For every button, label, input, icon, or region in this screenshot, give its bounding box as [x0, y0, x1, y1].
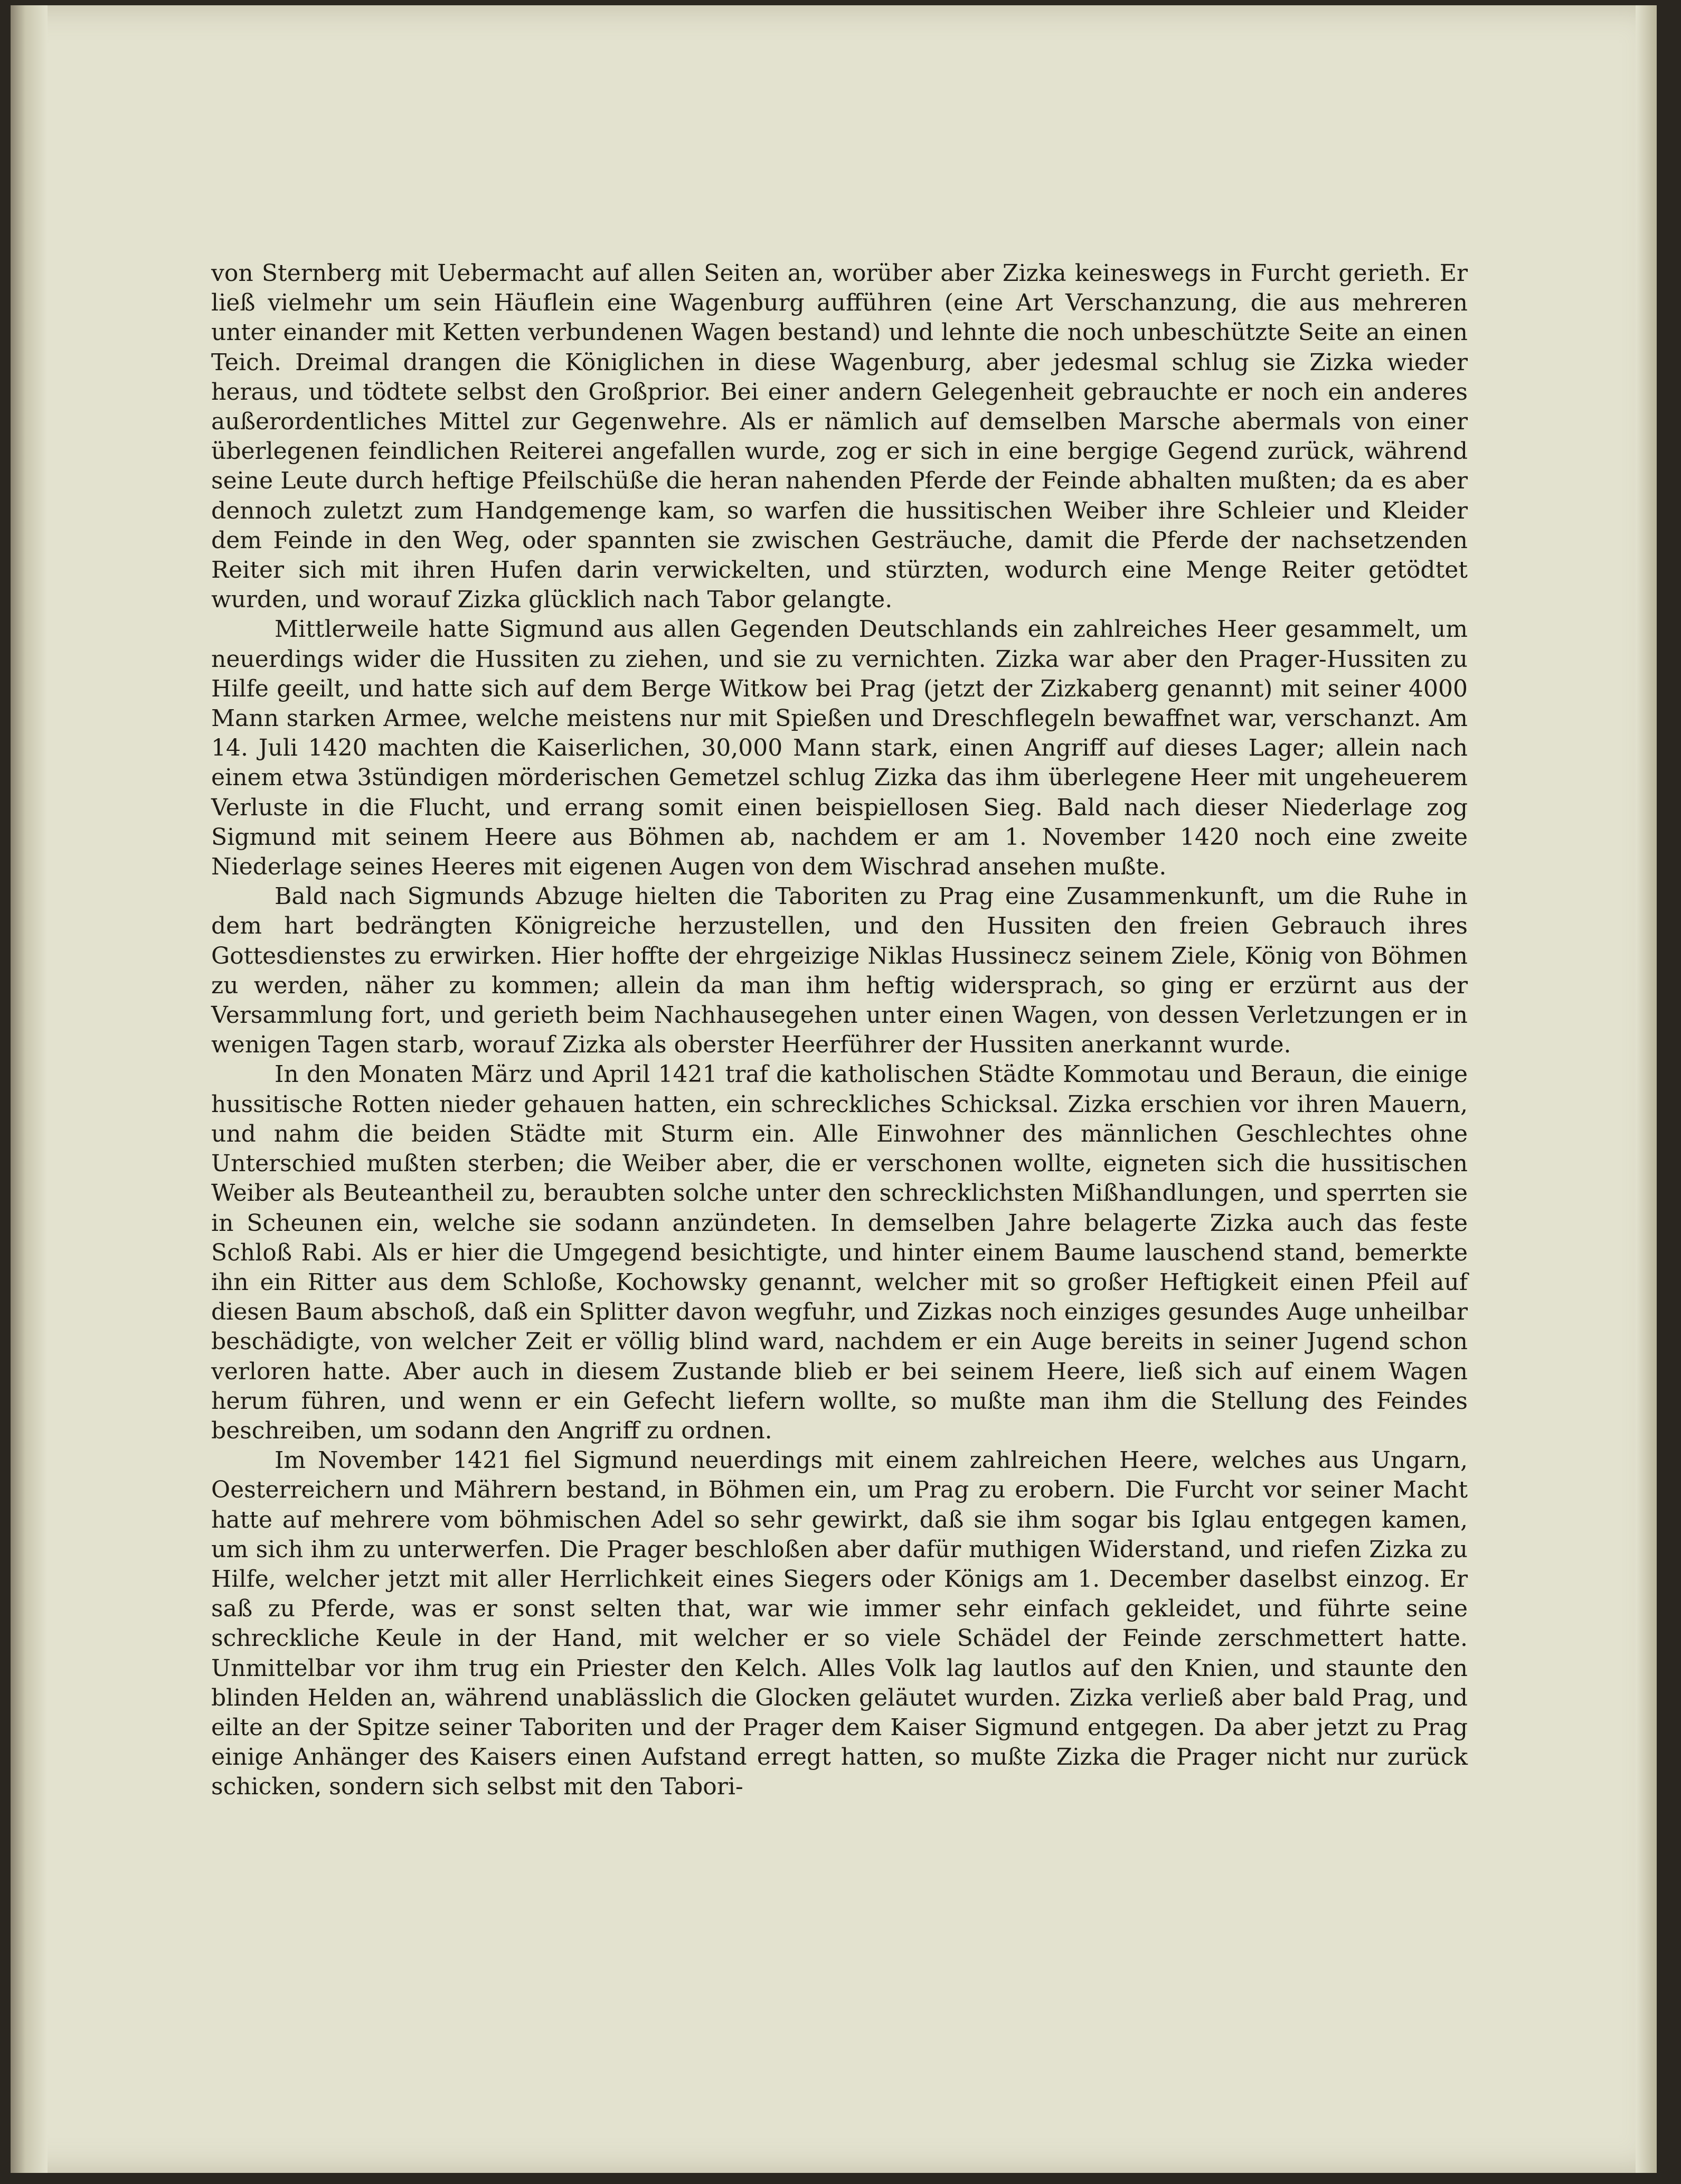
paragraph: Mittlerweile hatte Sigmund aus allen Gegenden Deutschlands ein zahlreiches Heer gesammelt, um neuerdings wider die Hussiten zu ziehen, und sie zu vernichten. Zizka war aber den Prager-Hussiten zu Hilfe geeilt, und hatte sich auf dem Berge Witkow bei Prag (jetzt der Zizkaberg genannt) mit seiner 4000 Mann starken Armee, welche meistens nur mit Spießen und Dreschflegeln bewaffnet war, verschanzt. Am 14. Juli 1420 machten die Kaiserlichen, 30,000 Mann stark, einen Angriff auf dieses Lager; allein nach einem etwa 3stündigen mörderischen Gemetzel schlug Zizka das ihm überlegene Heer mit ungeheuerem Verluste in die Flucht, und errang somit einen beispiellosen Sieg. Bald nach dieser Niederlage zog Sigmund mit seinem Heere aus Böhmen ab, nachdem er am 1. November 1420 noch eine zweite Niederlage seines Heeres mit eigenen Augen von dem Wischrad ansehen mußte. [211, 616, 1468, 881]
paragraph: Bald nach Sigmunds Abzuge hielten die Taboriten zu Prag eine Zusammenkunft, um die Ruhe in dem hart bedrängten Königreiche herzustellen, und den Hussiten den freien Gebrauch ihres Gottesdienstes zu erwirken. Hier hoffte der ehrgeizige Niklas Hussinecz seinem Ziele, König von Böhmen zu werden, näher zu kommen; allein da man ihm heftig widersprach, so ging er erzürnt aus der Versammlung fort, und gerieth beim Nachhausegehen unter einen Wagen, von dessen Verletzungen er in wenigen Tagen starb, worauf Zizka als oberster Heerführer der Hussiten anerkannt wurde. [211, 883, 1468, 1059]
book-page [11, 5, 1657, 2173]
paragraph: von Sternberg mit Uebermacht auf allen Seiten an, worüber aber Zizka keineswegs in Furcht gerieth. Er ließ vielmehr um sein Häuflein eine Wagenburg aufführen (eine Art Verschanzung, die aus mehreren unter einander mit Ketten verbundenen Wagen bestand) und lehnte die noch unbeschützte Seite an einen Teich. Dreimal drangen die Königlichen in diese Wagenburg, aber jedesmal schlug sie Zizka wieder heraus, und tödtete selbst den Großprior. Bei einer andern Gelegenheit gebrauchte er noch ein anderes außerordentliches Mittel zur Gegenwehre. Als er nämlich auf demselben Marsche abermals von einer überlegenen feindlichen Reiterei angefallen wurde, zog er sich in eine bergige Gegend zurück, während seine Leute durch heftige Pfeilschüße die heran nahenden Pferde der Feinde abhalten mußten; da es aber dennoch zuletzt zum Handgemenge kam, so warfen die hussitischen Weiber ihre Schleier und Kleider dem Feinde in den Weg, oder spannten sie zwischen Gesträuche, damit die Pferde der nachsetzenden Reiter sich mit ihren Hufen darin verwickelten, und stürzten, wodurch eine Menge Reiter getödtet wurden, und worauf Zizka glücklich nach Tabor gelangte. [211, 260, 1468, 614]
paragraph: Im November 1421 fiel Sigmund neuerdings mit einem zahlreichen Heere, welches aus Ungarn, Oesterreichern und Mährern bestand, in Böhmen ein, um Prag zu erobern. Die Furcht vor seiner Macht hatte auf mehrere vom böhmischen Adel so sehr gewirkt, daß sie ihm sogar bis Iglau entgegen kamen, um sich ihm zu unterwerfen. Die Prager beschloßen aber dafür muthigen Widerstand, und riefen Zizka zu Hilfe, welcher jetzt mit aller Herrlichkeit eines Siegers oder Königs am 1. December daselbst einzog. Er saß zu Pferde, was er sonst selten that, war wie immer sehr einfach gekleidet, und führte seine schreckliche Keule in der Hand, mit welcher er so viele Schädel der Feinde zerschmettert hatte. Unmittelbar vor ihm trug ein Priester den Kelch. Alles Volk lag lautlos auf den Knien, und staunte den blinden Helden an, während unablässlich die Glocken geläutet wurden. Zizka verließ aber bald Prag, und eilte an der Spitze seiner Taboriten und der Prager dem Kaiser Sigmund entgegen. Da aber jetzt zu Prag einige Anhänger des Kaisers einen Aufstand erregt hatten, so mußte Zizka die Prager nicht nur zurück schicken, sondern sich selbst mit den Tabori- [211, 1447, 1468, 1801]
body-text [211, 259, 1468, 1802]
book-spine-shadow [11, 5, 48, 2173]
page-edge [1636, 5, 1657, 2173]
paragraph: In den Monaten März und April 1421 traf die katholischen Städte Kommotau und Beraun, die einige hussitische Rotten nieder gehauen hatten, ein schreckliches Schicksal. Zizka erschien vor ihren Mauern, und nahm die beiden Städte mit Sturm ein. Alle Einwohner des männlichen Geschlechtes ohne Unterschied mußten sterben; die Weiber aber, die er verschonen wollte, eigneten sich die hussitischen Weiber als Beuteantheil zu, beraubten solche unter den schrecklichsten Mißhandlungen, und sperrten sie in Scheunen ein, welche sie sodann anzündeten. In demselben Jahre belagerte Zizka auch das feste Schloß Rabi. Als er hier die Umgegend besichtigte, und hinter einem Baume lauschend stand, bemerkte ihn ein Ritter aus dem Schloße, Kochowsky genannt, welcher mit so großer Heftigkeit einen Pfeil auf diesen Baum abschoß, daß ein Splitter davon wegfuhr, und Zizkas noch einziges gesundes Auge unheilbar beschädigte, von welcher Zeit er völlig blind ward, nachdem er ein Auge bereits in seiner Jugend schon verloren hatte. Aber auch in diesem Zustande blieb er bei seinem Heere, ließ sich auf einem Wagen herum führen, und wenn er ein Gefecht liefern wollte, so mußte man ihm die Stellung des Feindes beschreiben, um sodann den Angriff zu ordnen. [211, 1061, 1468, 1444]
